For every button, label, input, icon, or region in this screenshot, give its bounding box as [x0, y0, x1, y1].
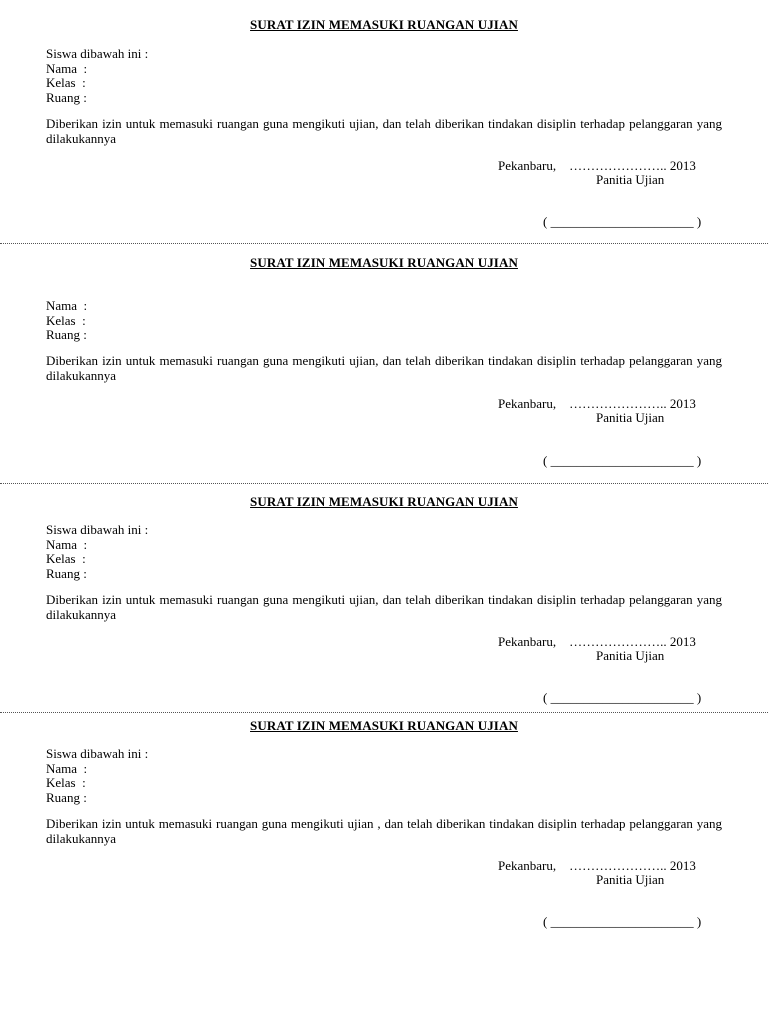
committee-label: Panitia Ujian — [596, 172, 665, 187]
permission-text: Diberikan izin untuk memasuki ruangan guna mengikuti ujian, dan telah diberikan tindakan disiplin terhadap pelanggaran yang dilakukannya — [46, 592, 722, 622]
intro-line: Siswa dibawah ini : — [46, 522, 149, 537]
intro-line: Siswa dibawah ini : — [46, 46, 149, 61]
field-kelas: Kelas : — [46, 75, 86, 90]
permission-text: Diberikan izin untuk memasuki ruangan guna mengikuti ujian , dan telah diberikan tindakan disiplin terhadap pelanggaran yang dilakukannya — [46, 816, 722, 846]
slip-title: SURAT IZIN MEMASUKI RUANGAN UJIAN — [250, 494, 518, 509]
cut-line-1 — [0, 243, 768, 244]
field-ruang: Ruang : — [46, 789, 87, 805]
committee-label: Panitia Ujian — [596, 872, 665, 887]
intro-line: Siswa dibawah ini : — [46, 746, 149, 761]
student-fields — [46, 299, 87, 343]
committee-label: Panitia Ujian — [596, 648, 665, 663]
field-kelas: Kelas : — [46, 312, 86, 328]
cut-line-3 — [0, 712, 768, 713]
field-kelas: Kelas : — [46, 551, 86, 566]
field-nama: Nama : — [46, 536, 88, 552]
city-date: Pekanbaru, ………………….. 2013 — [498, 634, 696, 649]
slip-title: SURAT IZIN MEMASUKI RUANGAN UJIAN — [250, 255, 518, 270]
field-nama: Nama : — [46, 60, 88, 76]
signature-line: ( ______________________ ) — [543, 690, 702, 705]
field-ruang: Ruang : — [46, 89, 87, 105]
city-date: Pekanbaru, ………………….. 2013 — [498, 396, 696, 411]
cut-line-2 — [0, 483, 768, 484]
slip-title: SURAT IZIN MEMASUKI RUANGAN UJIAN — [250, 17, 518, 32]
student-fields — [46, 47, 148, 105]
signature-line: ( ______________________ ) — [543, 914, 702, 929]
field-nama: Nama : — [46, 298, 88, 313]
slip-title: SURAT IZIN MEMASUKI RUANGAN UJIAN — [250, 718, 518, 733]
committee-label: Panitia Ujian — [596, 410, 665, 425]
signature-line: ( ______________________ ) — [543, 214, 702, 229]
city-date: Pekanbaru, ………………….. 2013 — [498, 158, 696, 173]
field-ruang: Ruang : — [46, 327, 87, 342]
student-fields — [46, 747, 148, 805]
field-nama: Nama : — [46, 760, 88, 776]
city-date: Pekanbaru, ………………….. 2013 — [498, 858, 696, 873]
permission-text: Diberikan izin untuk memasuki ruangan guna mengikuti ujian, dan telah diberikan tindakan disiplin terhadap pelanggaran yang dilakukannya — [46, 116, 722, 146]
student-fields — [46, 523, 148, 581]
permission-text: Diberikan izin untuk memasuki ruangan guna mengikuti ujian, dan telah diberikan tindakan disiplin terhadap pelanggaran yang dilakukannya — [46, 353, 722, 383]
field-ruang: Ruang : — [46, 565, 87, 581]
signature-line: ( ______________________ ) — [543, 453, 702, 468]
field-kelas: Kelas : — [46, 775, 86, 790]
